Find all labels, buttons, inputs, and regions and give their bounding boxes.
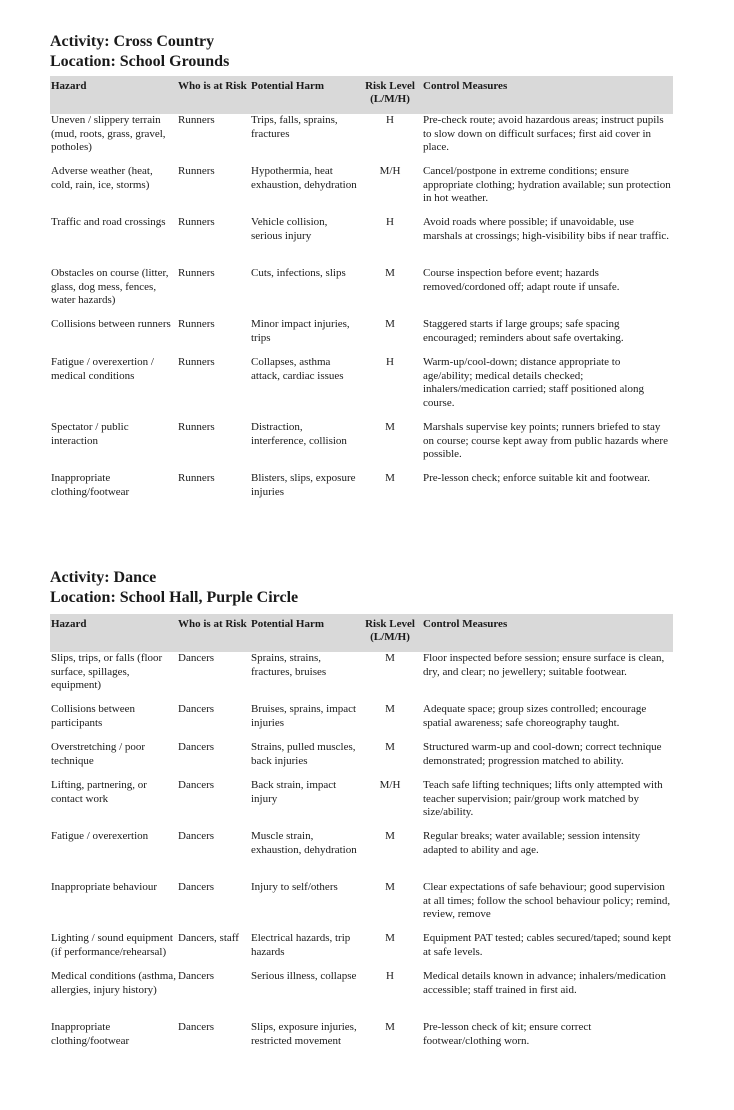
- control-cell: Floor inspected before session; ensure surface is clean, dry, and clear; no jewellery; suitable footwear.: [423, 652, 665, 678]
- header-who: Who is at Risk: [177, 76, 250, 114]
- harm-cell: Injury to self/others: [251, 881, 338, 893]
- hazard-cell: Inappropriate behaviour: [51, 881, 157, 893]
- header-harm: Potential Harm: [250, 614, 358, 652]
- harm-cell: Trips, falls, sprains, fractures: [251, 114, 338, 140]
- harm-cell: Slips, exposure injuries, restricted movement: [251, 1021, 357, 1047]
- table-row: [50, 1021, 673, 1072]
- control-cell: Structured warm-up and cool-down; correct technique demonstrated; progression matched to ability.: [423, 741, 662, 767]
- who-cell: Runners: [178, 267, 215, 279]
- hazard-cell: Lifting, partnering, or contact work: [51, 779, 147, 805]
- table-row: [50, 830, 673, 881]
- table-row: [50, 881, 673, 932]
- who-cell: Dancers: [178, 1021, 215, 1033]
- risk-table: [50, 76, 673, 512]
- header-harm: Potential Harm: [250, 76, 358, 114]
- header-risk: Risk Level (L/M/H): [358, 614, 422, 652]
- who-cell: Dancers: [178, 830, 215, 842]
- harm-cell: Sprains, strains, fractures, bruises: [251, 652, 327, 678]
- hazard-cell: Spectator / public interaction: [51, 421, 129, 447]
- cross-country-section: [50, 32, 673, 512]
- table-row: [50, 970, 673, 1021]
- harm-cell: Strains, pulled muscles, back injuries: [251, 741, 356, 767]
- who-cell: Runners: [178, 356, 215, 368]
- hazard-cell: Adverse weather (heat, cold, rain, ice, storms): [51, 165, 153, 191]
- hazard-cell: Inappropriate clothing/footwear: [51, 472, 130, 498]
- risk-cell: M: [385, 703, 395, 715]
- control-cell: Staggered starts if large groups; safe spacing encouraged; reminders about safe overtaking.: [423, 318, 624, 344]
- harm-cell: Minor impact injuries, trips: [251, 318, 350, 344]
- risk-cell: M: [385, 318, 395, 330]
- risk-cell: H: [386, 114, 394, 126]
- risk-table: [50, 614, 673, 1072]
- control-cell: Teach safe lifting techniques; lifts only attempted with teacher supervision; pair/group work matched by size/ability.: [423, 779, 663, 818]
- who-cell: Runners: [178, 318, 215, 330]
- hazard-cell: Fatigue / overexertion / medical conditions: [51, 356, 154, 382]
- who-cell: Dancers: [178, 652, 215, 664]
- control-cell: Course inspection before event; hazards removed/cordoned off; adapt route if unsafe.: [423, 267, 620, 293]
- activity-title: Activity: Dance: [50, 569, 157, 586]
- control-cell: Avoid roads where possible; if unavoidable, use marshals at crossings; high-visibility bibs if near traffic.: [423, 216, 670, 242]
- harm-cell: Distraction, interference, collision: [251, 421, 347, 447]
- who-cell: Dancers: [178, 741, 215, 753]
- risk-cell: M: [385, 652, 395, 664]
- table-row: [50, 356, 673, 421]
- risk-cell: M: [385, 1021, 395, 1033]
- activity-title: Activity: Cross Country: [50, 33, 215, 50]
- table-row: [50, 216, 673, 267]
- harm-cell: Cuts, infections, slips: [251, 267, 346, 279]
- harm-cell: Vehicle collision, serious injury: [251, 216, 328, 242]
- hazard-cell: Fatigue / overexertion: [51, 830, 149, 842]
- harm-cell: Muscle strain, exhaustion, dehydration: [251, 830, 357, 856]
- risk-cell: M: [385, 932, 395, 944]
- who-cell: Runners: [178, 472, 215, 484]
- harm-cell: Back strain, impact injury: [251, 779, 337, 805]
- table-row: [50, 652, 673, 703]
- control-cell: Equipment PAT tested; cables secured/taped; sound kept at safe levels.: [423, 932, 672, 958]
- risk-cell: M/H: [379, 779, 401, 791]
- hazard-cell: Uneven / slippery terrain (mud, roots, grass, gravel, potholes): [51, 114, 166, 153]
- header-hazard: Hazard: [50, 614, 177, 652]
- control-cell: Pre-lesson check; enforce suitable kit and footwear.: [423, 472, 650, 484]
- table-row: [50, 421, 673, 472]
- harm-cell: Hypothermia, heat exhaustion, dehydration: [251, 165, 357, 191]
- risk-cell: M/H: [379, 165, 401, 177]
- hazard-cell: Obstacles on course (litter, glass, dog mess, fences, water hazards): [51, 267, 169, 306]
- hazard-cell: Lighting / sound equipment (if performance/rehearsal): [51, 932, 173, 958]
- control-cell: Marshals supervise key points; runners briefed to stay on course; course kept away from public hazards where possible.: [423, 421, 668, 460]
- risk-cell: M: [385, 881, 395, 893]
- location-title: Location: School Grounds: [50, 53, 230, 70]
- risk-cell: H: [386, 970, 394, 982]
- risk-cell: M: [385, 421, 395, 433]
- table-row: [50, 703, 673, 741]
- risk-cell: H: [386, 216, 394, 228]
- header-who: Who is at Risk: [177, 614, 250, 652]
- control-cell: Clear expectations of safe behaviour; good supervision at all times; follow the school behaviour policy; remind, review, remove: [423, 881, 671, 920]
- control-cell: Medical details known in advance; inhalers/medication accessible; staff trained in first aid.: [423, 970, 666, 996]
- harm-cell: Blisters, slips, exposure injuries: [251, 472, 356, 498]
- who-cell: Dancers, staff: [178, 932, 239, 944]
- harm-cell: Electrical hazards, trip hazards: [251, 932, 351, 958]
- hazard-cell: Collisions between runners: [51, 318, 171, 330]
- control-cell: Adequate space; group sizes controlled; encourage spatial awareness; safe choreography taught.: [423, 703, 647, 729]
- who-cell: Dancers: [178, 970, 215, 982]
- header-hazard: Hazard: [50, 76, 177, 114]
- who-cell: Runners: [178, 216, 215, 228]
- header-risk: Risk Level (L/M/H): [358, 76, 422, 114]
- risk-cell: M: [385, 830, 395, 842]
- who-cell: Runners: [178, 421, 215, 433]
- table-row: [50, 114, 673, 165]
- header-control: Control Measures: [422, 614, 673, 652]
- who-cell: Dancers: [178, 703, 215, 715]
- table-header-row: [50, 76, 673, 114]
- hazard-cell: Inappropriate clothing/footwear: [51, 1021, 130, 1047]
- harm-cell: Collapses, asthma attack, cardiac issues: [251, 356, 344, 382]
- control-cell: Pre-lesson check of kit; ensure correct footwear/clothing worn.: [423, 1021, 592, 1047]
- harm-cell: Serious illness, collapse: [251, 970, 357, 982]
- hazard-cell: Slips, trips, or falls (floor surface, spillages, equipment): [51, 652, 163, 691]
- harm-cell: Bruises, sprains, impact injuries: [251, 703, 357, 729]
- who-cell: Runners: [178, 165, 215, 177]
- header-control: Control Measures: [422, 76, 673, 114]
- hazard-cell: Traffic and road crossings: [51, 216, 166, 228]
- who-cell: Dancers: [178, 779, 215, 791]
- table-row: [50, 267, 673, 318]
- control-cell: Pre-check route; avoid hazardous areas; instruct pupils to slow down on difficult surfaces; first aid cover in place.: [423, 114, 664, 153]
- table-header-row: [50, 614, 673, 652]
- who-cell: Dancers: [178, 881, 215, 893]
- risk-cell: M: [385, 267, 395, 279]
- hazard-cell: Collisions between participants: [51, 703, 136, 729]
- risk-cell: M: [385, 472, 395, 484]
- table-row: [50, 472, 673, 512]
- control-cell: Cancel/postpone in extreme conditions; ensure appropriate clothing; hydration available; sun protection in hot weather.: [423, 165, 671, 204]
- table-row: [50, 741, 673, 779]
- table-row: [50, 165, 673, 216]
- control-cell: Warm-up/cool-down; distance appropriate to age/ability; medical details checked; inhalers/medication carried; staff positioned along course.: [423, 356, 644, 409]
- table-row: [50, 318, 673, 356]
- risk-cell: M: [385, 741, 395, 753]
- who-cell: Runners: [178, 114, 215, 126]
- hazard-cell: Medical conditions (asthma, allergies, injury history): [51, 970, 176, 996]
- control-cell: Regular breaks; water available; session intensity adapted to ability and age.: [423, 830, 641, 856]
- table-row: [50, 779, 673, 830]
- risk-cell: H: [386, 356, 394, 368]
- table-row: [50, 932, 673, 970]
- hazard-cell: Overstretching / poor technique: [51, 741, 146, 767]
- dance-section: [50, 568, 673, 1072]
- location-title: Location: School Hall, Purple Circle: [50, 589, 299, 606]
